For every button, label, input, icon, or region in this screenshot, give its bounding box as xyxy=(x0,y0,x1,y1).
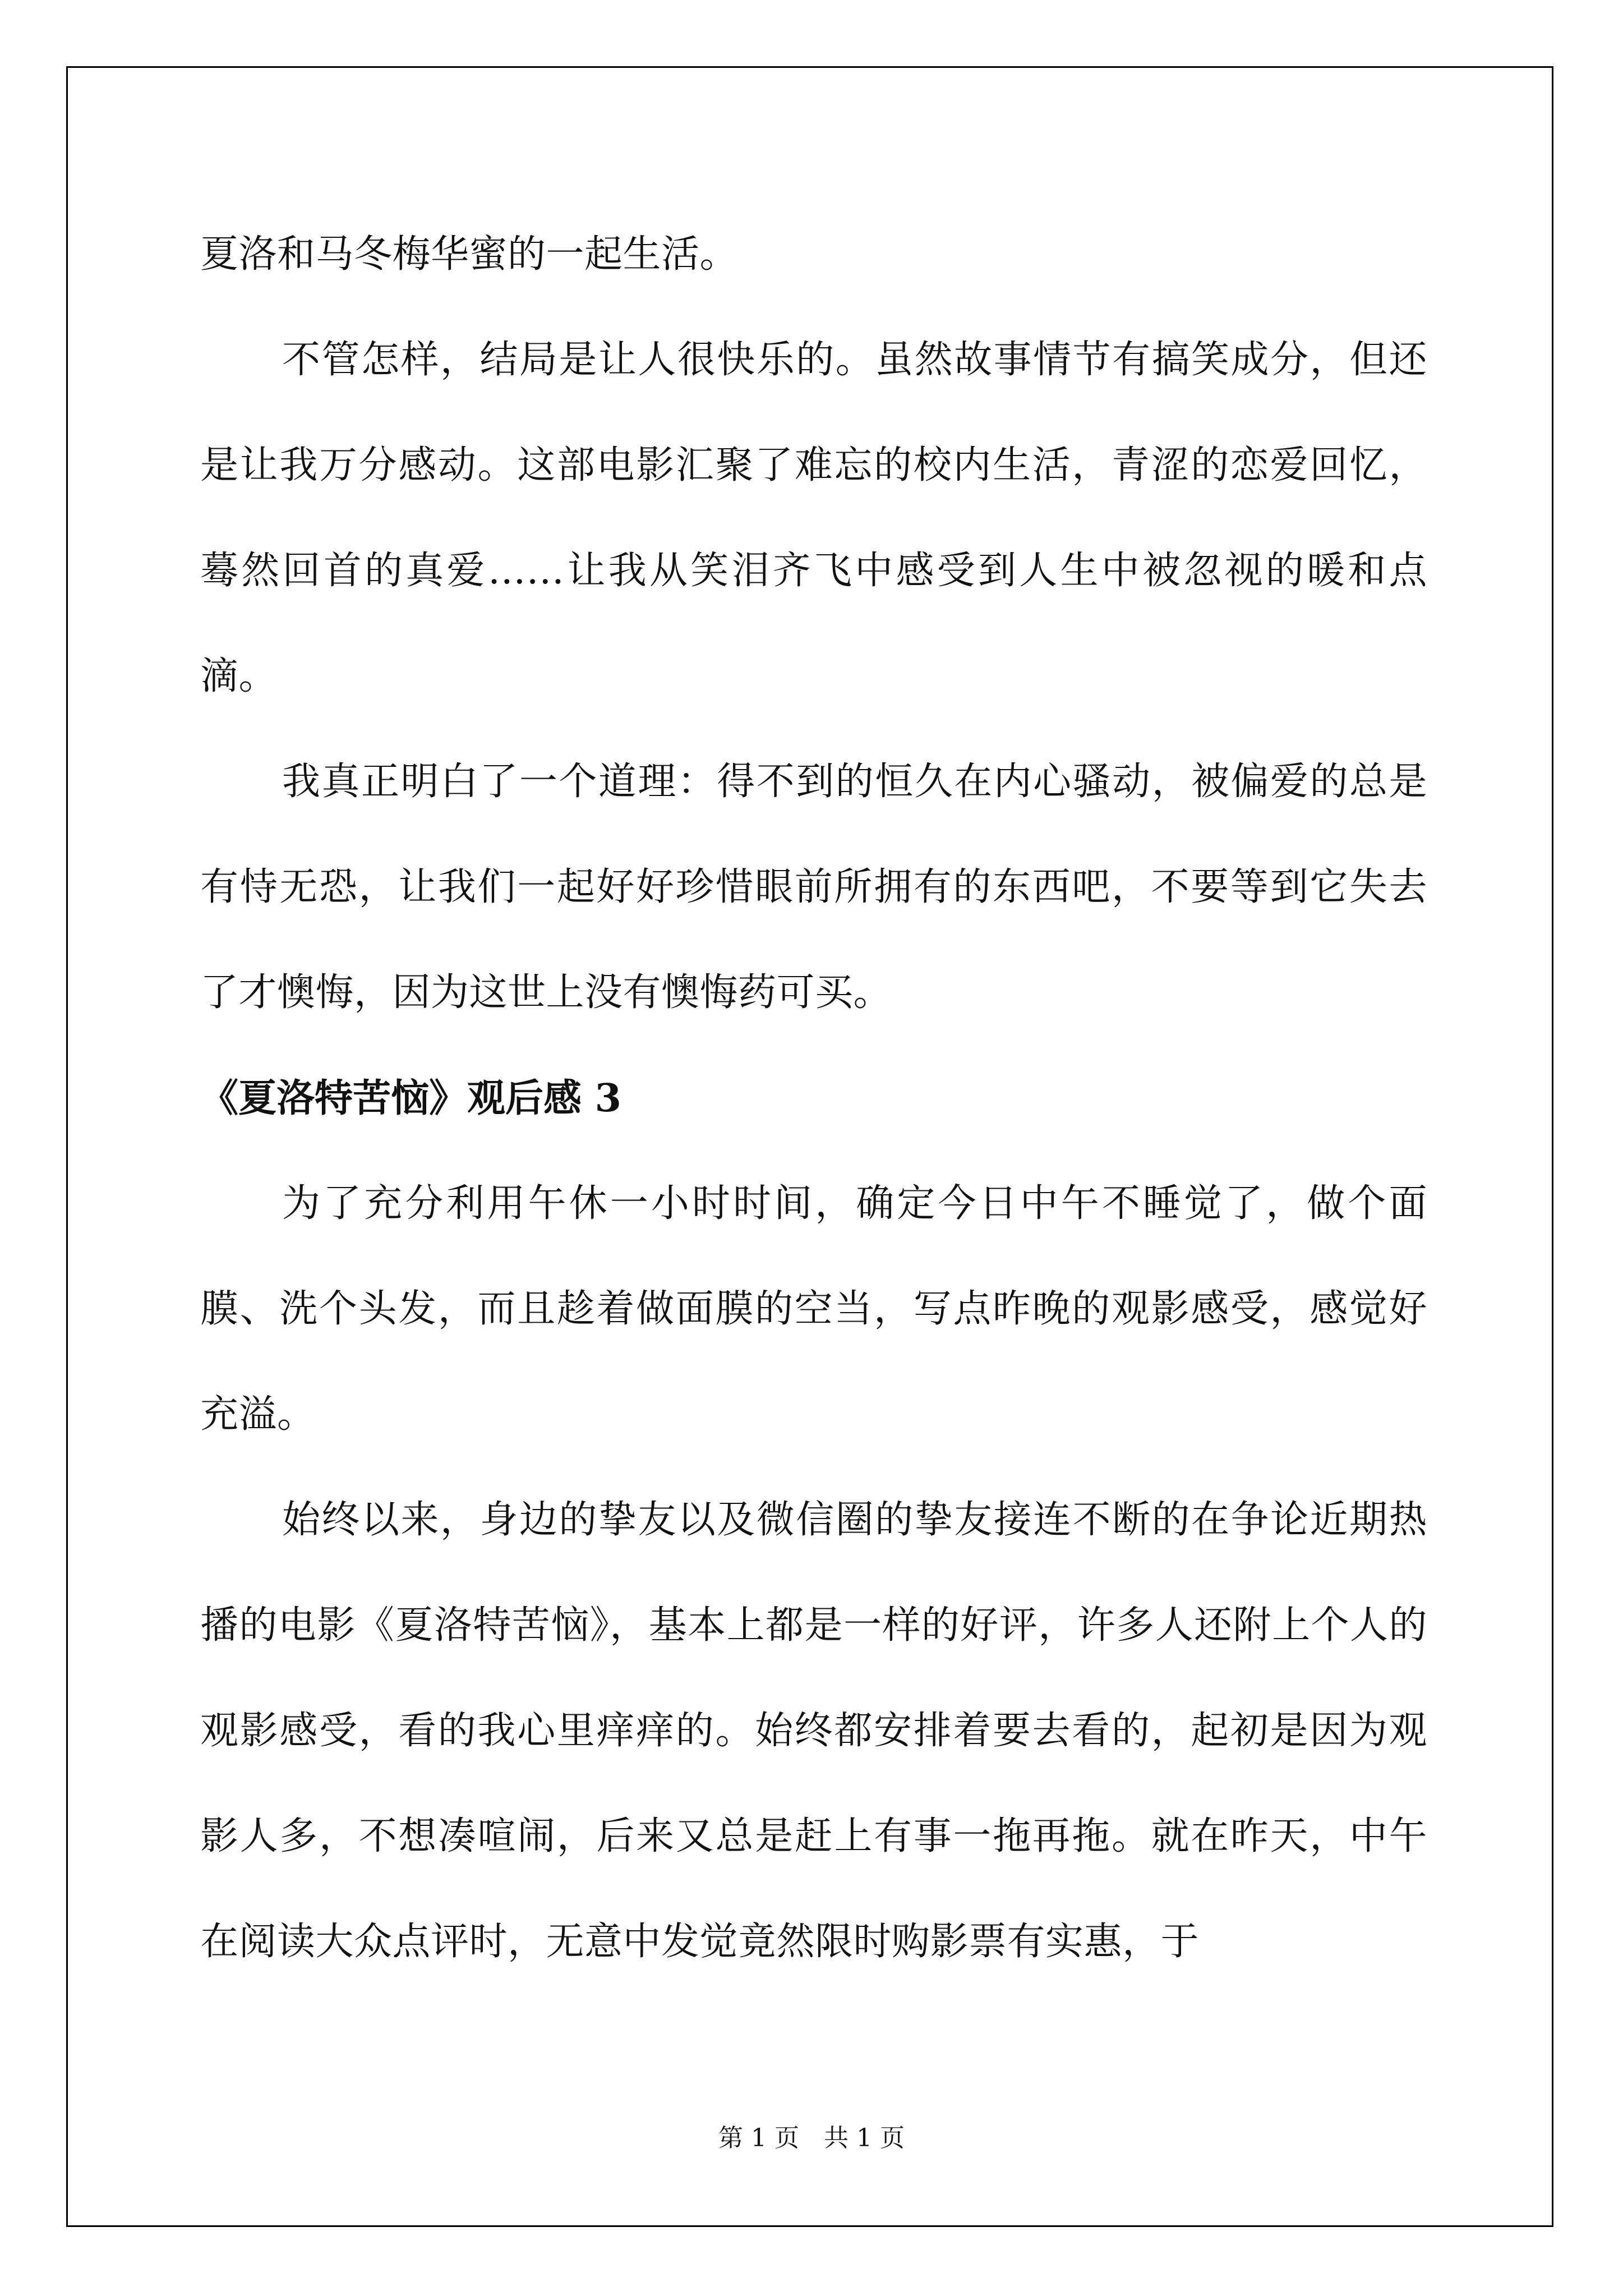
paragraph: 不管怎样，结局是让人很快乐的。虽然故事情节有搞笑成分，但还是让我万分感动。这部电影汇聚了难忘的校内生活，青涩的恋爱回忆，蓦然回首的真爱……让我从笑泪齐飞中感受到人生中被忽视的暖和点滴。 xyxy=(200,338,1427,698)
section-heading: 《夏洛特苦恼》观后感 3 xyxy=(200,1076,621,1121)
page-footer: 第 1 页 共 1 页 xyxy=(718,2124,905,2152)
paragraph: 我真正明白了一个道理：得不到的恒久在内心骚动，被偏爱的总是有恃无恐，让我们一起好好珍惜眼前所拥有的东西吧，不要等到它失去了才懊悔，因为这世上没有懊悔药可买。 xyxy=(200,760,1427,1015)
paragraph: 为了充分利用午休一小时时间，确定今日中午不睡觉了，做个面膜、洗个头发，而且趁着做面膜的空当，写点昨晚的观影感受，感觉好充溢。 xyxy=(200,1181,1427,1437)
paragraph: 始终以来，身边的挚友以及微信圈的挚友接连不断的在争论近期热播的电影《夏洛特苦恼》，基本上都是一样的好评，许多人还附上个人的观影感受，看的我心里痒痒的。始终都安排着要去看的，起初是因为观影人多，不想凑喧闹，后来又总是赶上有事一拖再拖。就在昨天，中午在阅读大众点评时，无意中发觉竟然限时购影票有实惠，于 xyxy=(200,1498,1427,1964)
paragraph: 夏洛和马冬梅华蜜的一起生活。 xyxy=(200,232,739,277)
document-body xyxy=(200,202,1427,1995)
